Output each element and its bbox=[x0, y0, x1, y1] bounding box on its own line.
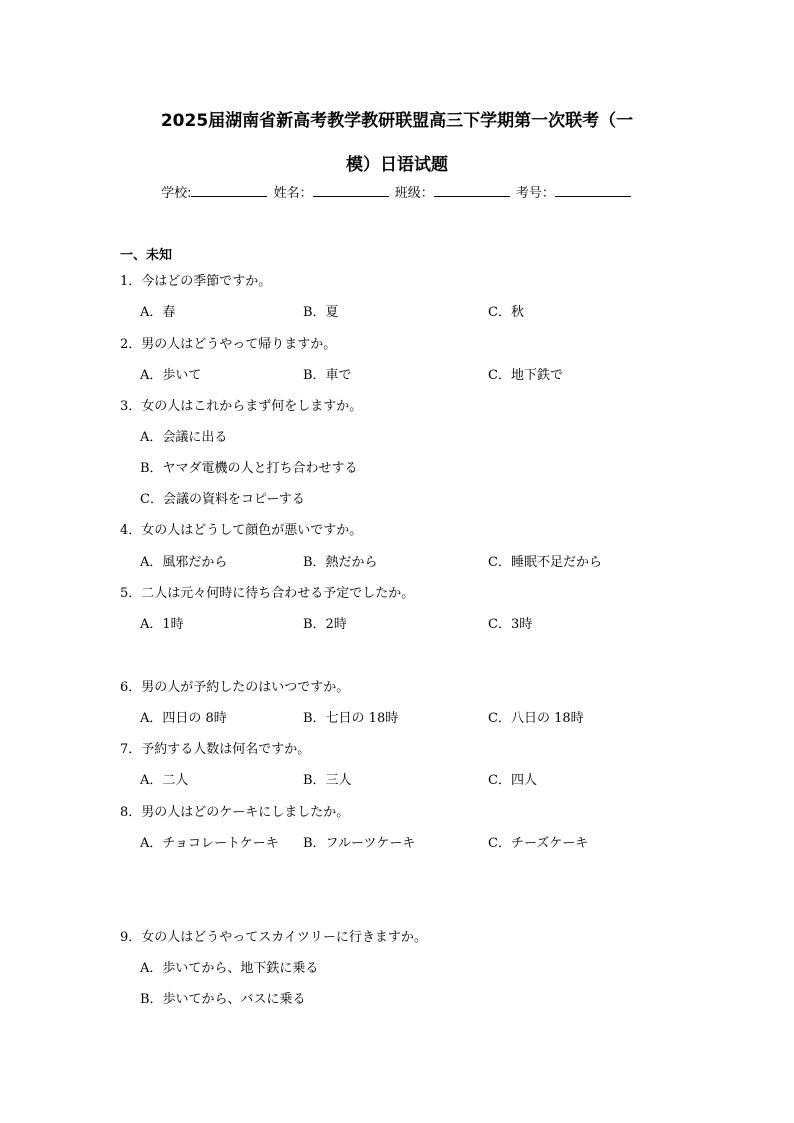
question-3: 3．女の人はこれからまず何をしますか。 bbox=[120, 399, 363, 414]
q8-option-c[interactable]: C．チーズケーキ bbox=[488, 836, 589, 851]
q1-option-c[interactable]: C．秋 bbox=[488, 305, 524, 320]
q3-option-a[interactable]: A．会議に出る bbox=[140, 430, 228, 445]
name-blank[interactable] bbox=[313, 184, 389, 197]
q7-option-b[interactable]: B．三人 bbox=[303, 773, 352, 788]
q6-option-b[interactable]: B．七日の 18時 bbox=[303, 711, 399, 726]
q1-option-a[interactable]: A．春 bbox=[140, 305, 176, 320]
q3-option-b[interactable]: B．ヤマダ電機の人と打ち合わせする bbox=[140, 461, 358, 476]
page-title-line2: 模）日语试题 bbox=[346, 155, 448, 175]
q4-option-c[interactable]: C．睡眠不足だから bbox=[488, 555, 602, 570]
page-title-line1: 2025届湖南省新高考教学教研联盟高三下学期第一次联考（一 bbox=[160, 111, 634, 131]
q4-option-b[interactable]: B．熱だから bbox=[303, 555, 378, 570]
question-2: 2．男の人はどうやって帰りますか。 bbox=[120, 337, 337, 352]
question-9: 9．女の人はどうやってスカイツリーに行きますか。 bbox=[120, 930, 427, 945]
question-6: 6．男の人が予約したのはいつですか。 bbox=[120, 680, 350, 695]
section-heading: 一、未知 bbox=[120, 248, 173, 263]
q9-option-b[interactable]: B．歩いてから、バスに乗る bbox=[140, 992, 306, 1007]
q5-option-b[interactable]: B．2時 bbox=[303, 617, 347, 632]
q2-option-c[interactable]: C．地下鉄で bbox=[488, 368, 563, 383]
q3-option-c[interactable]: C．会議の資料をコピーする bbox=[140, 492, 305, 507]
school-blank[interactable] bbox=[191, 184, 267, 197]
school-label: 学校: bbox=[161, 186, 192, 201]
q2-option-b[interactable]: B．車で bbox=[303, 368, 352, 383]
exam-number-label: 考号： bbox=[515, 186, 555, 201]
q6-option-c[interactable]: C．八日の 18時 bbox=[488, 711, 584, 726]
question-8: 8．男の人はどのケーキにしましたか。 bbox=[120, 805, 350, 820]
q2-option-a[interactable]: A．歩いて bbox=[140, 368, 202, 383]
question-4: 4．女の人はどうして顔色が悪いですか。 bbox=[120, 523, 363, 538]
q6-option-a[interactable]: A．四日の 8時 bbox=[140, 711, 227, 726]
q4-option-a[interactable]: A．風邪だから bbox=[140, 555, 228, 570]
q5-option-c[interactable]: C．3時 bbox=[488, 617, 533, 632]
q1-option-b[interactable]: B．夏 bbox=[303, 305, 339, 320]
class-blank[interactable] bbox=[434, 184, 510, 197]
name-label: 姓名： bbox=[273, 186, 313, 201]
class-label: 班级： bbox=[394, 186, 434, 201]
q7-option-a[interactable]: A．二人 bbox=[140, 773, 189, 788]
q7-option-c[interactable]: C．四人 bbox=[488, 773, 537, 788]
exam-number-blank[interactable] bbox=[555, 184, 631, 197]
q5-option-a[interactable]: A．1時 bbox=[140, 617, 184, 632]
q8-option-b[interactable]: B．フルーツケーキ bbox=[303, 836, 416, 851]
question-7: 7．予約する人数は何名ですか。 bbox=[120, 742, 311, 757]
question-5: 5．二人は元々何時に待ち合わせる予定でしたか。 bbox=[120, 586, 415, 601]
q8-option-a[interactable]: A．チョコレートケーキ bbox=[140, 836, 279, 851]
question-1: 1．今はどの季節ですか。 bbox=[120, 274, 272, 289]
q9-option-a[interactable]: A．歩いてから、地下鉄に乗る bbox=[140, 961, 319, 976]
student-info-row bbox=[0, 182, 794, 201]
